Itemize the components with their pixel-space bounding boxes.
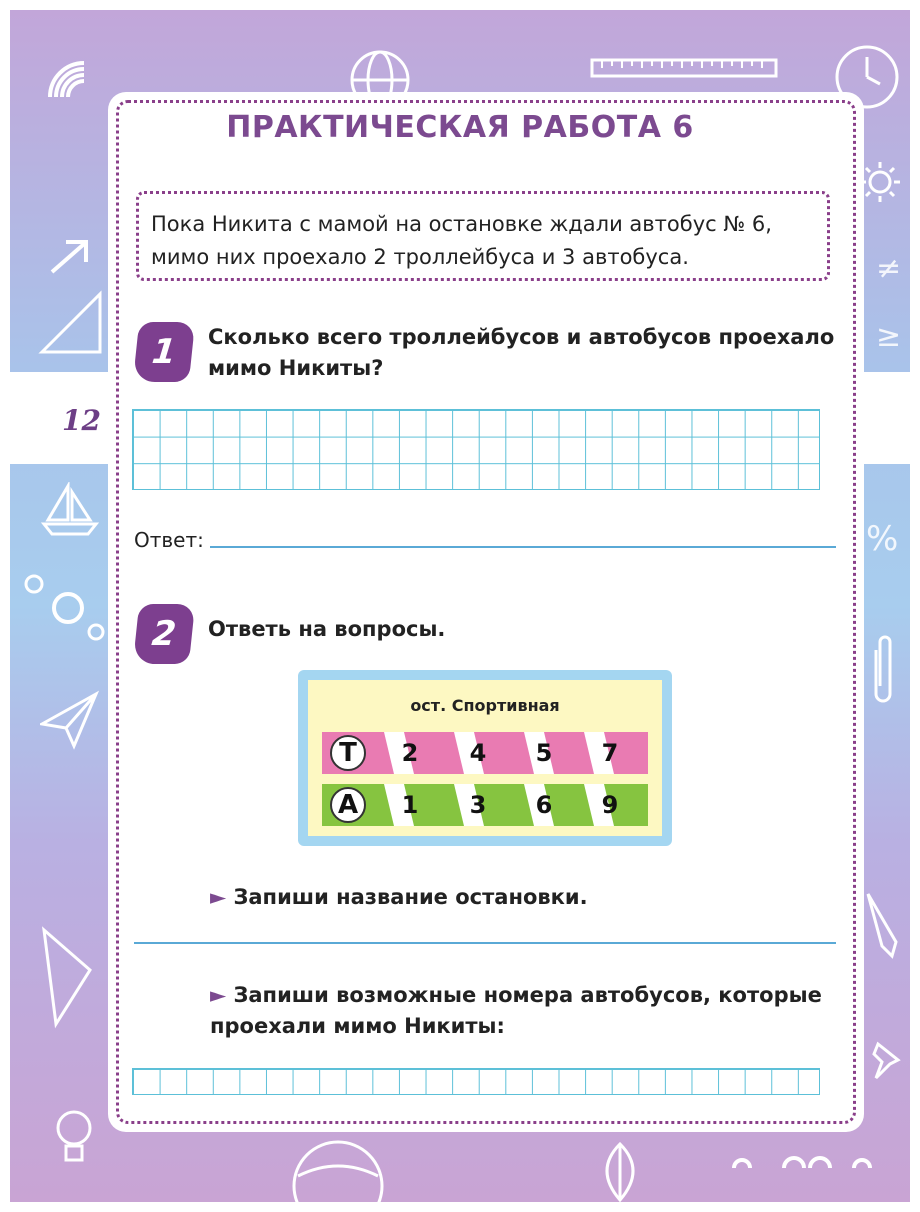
bus-row bbox=[322, 784, 648, 826]
paper-plane-icon bbox=[40, 690, 100, 750]
story-box bbox=[136, 191, 830, 281]
compass-triangle-icon bbox=[36, 920, 98, 1030]
subtask-1 bbox=[210, 882, 588, 913]
subtask-2 bbox=[210, 980, 836, 1042]
leaf-icon bbox=[590, 1140, 650, 1202]
task-2-question: Ответь на вопросы. bbox=[208, 617, 446, 641]
story-line-2: мимо них проехало 2 троллейбуса и 3 автобуса. bbox=[151, 245, 689, 269]
pushpin-icon bbox=[868, 1040, 904, 1080]
trolleybus-number: 5 bbox=[535, 739, 553, 767]
globe-icon bbox=[345, 45, 415, 95]
subtask-2-line-1 bbox=[210, 980, 836, 1011]
ruler-icon bbox=[590, 58, 780, 80]
ball-icon bbox=[288, 1136, 388, 1202]
gears-icon bbox=[20, 570, 106, 646]
subtask-2-line-2: проехали мимо Никиты: bbox=[210, 1014, 505, 1038]
bullet-triangle-icon: ► bbox=[210, 885, 227, 909]
pencil-icon bbox=[862, 890, 902, 960]
story-line-1: Пока Никита с мамой на остановке ждали автобус № 6, bbox=[151, 212, 772, 236]
bus-number: 3 bbox=[469, 791, 487, 819]
arches-icon bbox=[730, 1150, 880, 1170]
task-1-badge: 1 bbox=[133, 322, 195, 382]
percent-icon: % bbox=[866, 519, 899, 559]
sailboat-icon bbox=[40, 482, 100, 538]
subtask-2-text-1: Запиши возможные номера автобусов, которые bbox=[233, 983, 822, 1007]
task-2-badge: 2 bbox=[133, 604, 195, 664]
sun-icon bbox=[858, 160, 902, 204]
task-2-answer-grid[interactable] bbox=[132, 1068, 820, 1095]
bus-stop-sign bbox=[298, 670, 672, 846]
trolleybus-number: 7 bbox=[601, 739, 619, 767]
task-1-question bbox=[208, 322, 834, 384]
lightbulb-icon bbox=[46, 1100, 102, 1170]
subtask-1-text: Запиши название остановки. bbox=[233, 885, 588, 909]
task-1-answer-grid[interactable] bbox=[132, 409, 820, 490]
trolleybus-letter: Т bbox=[330, 735, 366, 771]
greater-equal-icon: ≥ bbox=[876, 319, 902, 354]
triangle-ruler-icon bbox=[38, 290, 104, 356]
bullet-triangle-icon: ► bbox=[210, 983, 227, 1007]
arrow-icon bbox=[48, 236, 94, 276]
bus-number: 1 bbox=[401, 791, 419, 819]
trolleybus-number: 2 bbox=[401, 739, 419, 767]
page-title: ПРАКТИЧЕСКАЯ РАБОТА 6 bbox=[226, 110, 694, 145]
answer-label: Ответ: bbox=[134, 528, 204, 552]
bus-letter: А bbox=[330, 787, 366, 823]
page-number: 12 bbox=[62, 404, 101, 437]
stop-name-answer-line[interactable] bbox=[134, 942, 836, 944]
trolleybus-number: 4 bbox=[469, 739, 487, 767]
stop-name: ост. Спортивная bbox=[410, 696, 560, 715]
trolleybus-row bbox=[322, 732, 648, 774]
task-1-question-line-2: мимо Никиты? bbox=[208, 356, 384, 380]
bus-number: 9 bbox=[601, 791, 619, 819]
bus-number: 6 bbox=[535, 791, 553, 819]
not-equal-icon: ≠ bbox=[876, 251, 902, 286]
answer-line[interactable] bbox=[210, 546, 836, 548]
wifi-icon bbox=[42, 55, 102, 105]
task-1-question-line-1: Сколько всего троллейбусов и автобусов проехало bbox=[208, 325, 835, 349]
paperclip-icon bbox=[868, 630, 898, 710]
bus-stop-sign-panel bbox=[308, 680, 662, 836]
